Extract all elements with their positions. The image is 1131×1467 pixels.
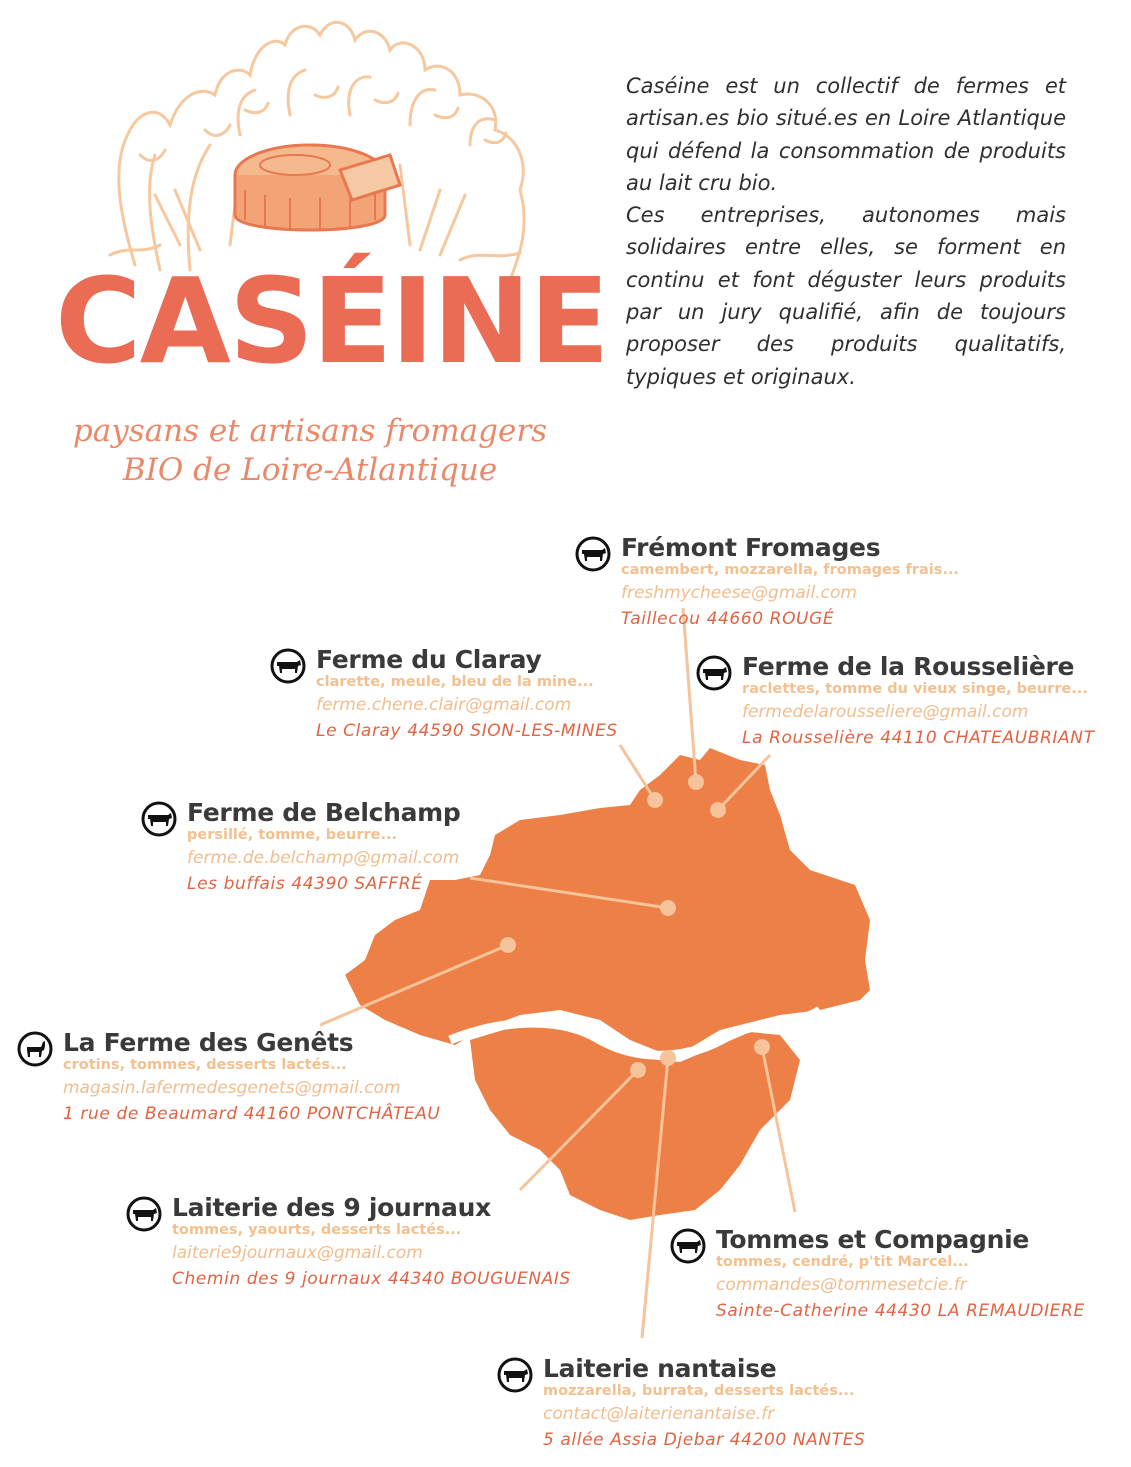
cow-icon — [126, 1196, 162, 1232]
cow-icon — [497, 1357, 533, 1393]
farm-name: Ferme de la Rousselière — [742, 652, 1075, 681]
farm-name: Ferme du Claray — [316, 645, 542, 674]
farm-address: Les buffais 44390 SAFFRÉ — [187, 874, 423, 894]
farm-products: tommes, yaourts, desserts lactés... — [172, 1222, 462, 1238]
farm-products: persillé, tomme, beurre... — [187, 827, 397, 843]
location-marker — [660, 900, 676, 916]
farm-name: Frémont Fromages — [621, 533, 881, 562]
farm-name: Tommes et Compagnie — [716, 1225, 1030, 1254]
farm-address: Taillecou 44660 ROUGÉ — [621, 609, 835, 629]
brand-tagline-line2: BIO de Loire-Atlantique — [122, 452, 498, 488]
farm-email[interactable]: magasin.lafermedesgenets@gmail.com — [63, 1078, 401, 1098]
farm-products: raclettes, tomme du vieux singe, beurre... — [742, 681, 1088, 697]
location-marker — [660, 1050, 676, 1066]
farm-address: 1 rue de Beaumard 44160 PONTCHÂTEAU — [63, 1104, 441, 1124]
location-marker — [630, 1062, 646, 1078]
cow-icon — [141, 801, 177, 837]
brand-logo-text: CASÉINE — [55, 252, 608, 390]
farm-email[interactable]: laiterie9journaux@gmail.com — [172, 1243, 423, 1263]
location-marker — [647, 792, 663, 808]
farm-name: Ferme de Belchamp — [187, 798, 461, 827]
cow-icon — [575, 536, 611, 572]
brand-tagline-line1: paysans et artisans fromagers — [72, 413, 548, 449]
farm-email[interactable]: ferme.chene.clair@gmail.com — [316, 695, 572, 715]
farm-name: Laiterie des 9 journaux — [172, 1193, 491, 1222]
farm-products: clarette, meule, bleu de la mine... — [316, 674, 594, 690]
intro-paragraph-1: Caséine est un collectif de fermes et artisan.es bio situé.es en Loire Atlantique qui défend la consommation de produits au lait cru bio. — [626, 74, 1066, 195]
location-marker — [754, 1039, 770, 1055]
farm-address: La Rousselière 44110 CHATEAUBRIANT — [742, 728, 1095, 748]
farm-email[interactable]: commandes@tommesetcie.fr — [716, 1275, 967, 1295]
farm-name: Laiterie nantaise — [543, 1354, 777, 1383]
farm-products: camembert, mozzarella, fromages frais... — [621, 562, 959, 578]
intro-paragraph-2: Ces entreprises, autonomes mais solidaires entre elles, se forment en continu et font déguster leurs produits par un jury qualifié, afin de toujours proposer des produits qualitatifs, typiques et originaux. — [626, 203, 1066, 389]
farm-products: mozzarella, burrata, desserts lactés... — [543, 1383, 855, 1399]
farm-email[interactable]: ferme.de.belchamp@gmail.com — [187, 848, 460, 868]
farm-email[interactable]: contact@laiterienantaise.fr — [543, 1404, 775, 1424]
farm-products: crotins, tommes, desserts lactés... — [63, 1057, 347, 1073]
farm-address: Sainte-Catherine 44430 LA REMAUDIERE — [716, 1301, 1085, 1321]
goat-icon — [17, 1031, 53, 1067]
cow-icon — [696, 655, 732, 691]
farm-address: Le Claray 44590 SION-LES-MINES — [316, 721, 618, 741]
leader-line — [683, 608, 696, 782]
farm-products: tommes, cendré, p'tit Marcel... — [716, 1254, 969, 1270]
location-marker — [688, 774, 704, 790]
cow-icon — [670, 1228, 706, 1264]
location-marker — [710, 802, 726, 818]
farm-email[interactable]: fermedelarousseliere@gmail.com — [742, 702, 1029, 722]
farm-email[interactable]: freshmycheese@gmail.com — [621, 583, 857, 603]
location-marker — [500, 937, 516, 953]
farm-name: La Ferme des Genêts — [63, 1028, 354, 1057]
farm-address: Chemin des 9 journaux 44340 BOUGUENAIS — [172, 1269, 571, 1289]
leader-line — [620, 745, 655, 800]
cow-icon — [270, 648, 306, 684]
farm-address: 5 allée Assia Djebar 44200 NANTES — [543, 1430, 866, 1450]
